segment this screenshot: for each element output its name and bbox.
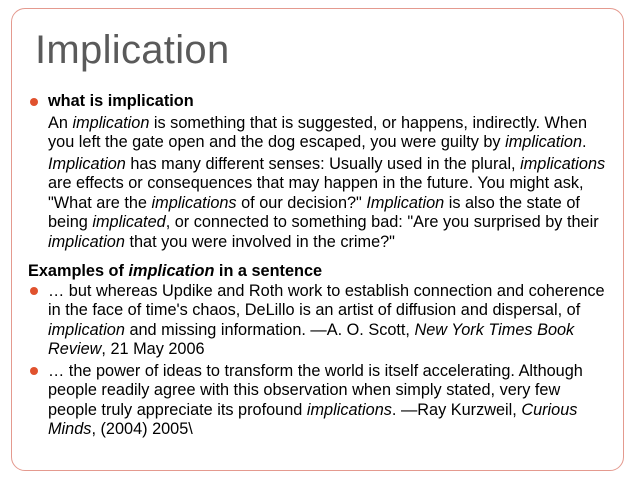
italic-term: implications bbox=[306, 400, 392, 419]
italic-term: implicated bbox=[92, 213, 166, 231]
italic-term: Curious Minds bbox=[48, 400, 578, 438]
examples-heading bbox=[28, 262, 608, 282]
bullet-icon bbox=[30, 287, 38, 295]
italic-term: implications bbox=[520, 154, 606, 173]
italic-term: implication bbox=[72, 113, 150, 132]
text-run: … the power of ideas to transform the world is itself accelerating. Although people readily agree with this observation when simply stated, very few people truly appreciate its profound bbox=[48, 361, 583, 419]
text-run: An bbox=[48, 113, 73, 132]
text-run: is something that is suggested, or happens, indirectly. When you left the gate open and the dog escaped, you were guilty by bbox=[48, 113, 588, 151]
text-run: has many different senses: Usually used in the plural, bbox=[125, 154, 521, 173]
italic-term: implication bbox=[48, 320, 125, 339]
example-text bbox=[48, 362, 583, 439]
senses-paragraph bbox=[28, 155, 608, 253]
text-run: … but whereas Updike and Roth work to establish connection and coherence in the face of time's chaos, DeLillo is an artist of diffusion and dispersal, of bbox=[48, 281, 605, 319]
italic-term: Implication bbox=[366, 193, 445, 212]
text-run: , 21 May 2006 bbox=[101, 340, 205, 358]
example-text bbox=[48, 282, 605, 359]
text-run: . bbox=[582, 133, 587, 151]
italic-term: Implication bbox=[48, 154, 126, 173]
bullet-icon bbox=[30, 367, 38, 375]
text-run: , (2004) 2005\ bbox=[91, 420, 193, 438]
text-run: in a sentence bbox=[214, 262, 323, 280]
slide-title: Implication bbox=[35, 28, 230, 72]
text-run: that you were involved in the crime?" bbox=[124, 232, 395, 251]
text-run: Examples of bbox=[28, 262, 129, 280]
text-run: are effects or consequences that may happen in the future. You might ask, "What are the bbox=[48, 174, 584, 212]
example-item bbox=[28, 282, 608, 360]
italic-term: New York Times Book Review bbox=[48, 320, 575, 358]
italic-term: implication bbox=[48, 232, 125, 251]
slide-content bbox=[28, 92, 608, 440]
bullet-icon bbox=[30, 98, 38, 106]
bullet-label: what is implication bbox=[48, 92, 194, 110]
text-run: of our decision?" bbox=[236, 193, 367, 212]
text-run: and missing information. —A. O. Scott, bbox=[124, 320, 415, 339]
italic-term: implications bbox=[151, 193, 237, 212]
text-run: is also the state of being bbox=[48, 193, 580, 231]
text-run: , or connected to something bad: "Are you surprised by their bbox=[165, 213, 599, 231]
italic-term: implication bbox=[128, 262, 215, 280]
definition-paragraph bbox=[28, 114, 608, 153]
example-item bbox=[28, 362, 608, 440]
italic-term: implication bbox=[505, 133, 583, 151]
bullet-what-is-implication bbox=[28, 92, 608, 112]
text-run: . —Ray Kurzweil, bbox=[391, 400, 522, 419]
